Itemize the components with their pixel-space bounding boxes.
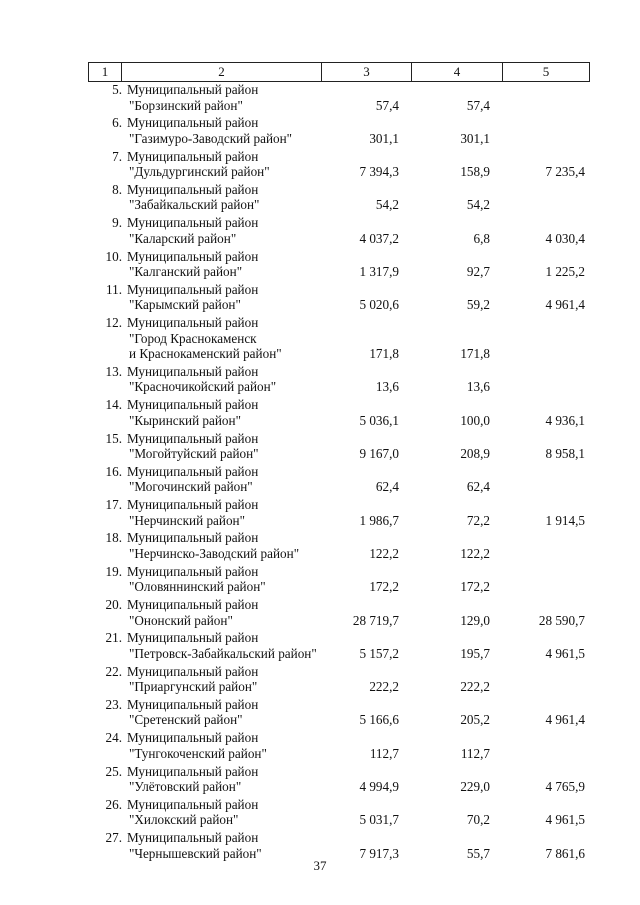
- table-row: [0, 215, 640, 248]
- municipality-name-line: Муниципальный район: [127, 796, 259, 812]
- table-row: [0, 530, 640, 563]
- table-row: [0, 730, 640, 763]
- table-row: [0, 664, 640, 697]
- municipality-name-line: Муниципальный район: [127, 315, 259, 331]
- municipality-name-line: Муниципальный район: [127, 663, 259, 679]
- value-column-4: 70,2: [466, 812, 490, 828]
- value-column-3: 1 986,7: [359, 512, 399, 528]
- value-column-5: 4 961,4: [545, 297, 585, 313]
- value-column-5: 7 235,4: [545, 164, 585, 180]
- municipality-name: [127, 215, 258, 246]
- table-row: [0, 182, 640, 215]
- municipality-name: [127, 82, 258, 113]
- value-column-4: 6,8: [473, 230, 490, 246]
- table-row: [0, 564, 640, 597]
- value-column-4: 62,4: [466, 479, 490, 495]
- value-column-5: 8 958,1: [545, 446, 585, 461]
- value-column-4: 222,2: [460, 679, 490, 695]
- row-number: 23.: [105, 696, 122, 712]
- municipality-name-line: "Приаргунский район": [129, 679, 258, 695]
- value-column-3: 112,7: [369, 745, 399, 761]
- municipality-name-line: Муниципальный район: [127, 597, 259, 612]
- value-column-5: 4 961,4: [545, 712, 585, 728]
- value-column-4: 59,2: [466, 297, 490, 313]
- column-header-5: 5: [503, 63, 590, 82]
- municipality-name-line: "Забайкальский район": [129, 197, 260, 213]
- municipality-name-line: "Дульдургинский район": [129, 164, 270, 180]
- municipality-name-line: и Краснокаменский район": [129, 346, 282, 362]
- value-column-3: 4 994,9: [359, 779, 399, 794]
- municipality-name: [127, 249, 258, 280]
- table-row: [0, 397, 640, 430]
- row-number: 14.: [105, 397, 122, 413]
- value-column-4: 54,2: [466, 197, 490, 213]
- municipality-name-line: Муниципальный район: [127, 430, 259, 446]
- municipality-name-line: Муниципальный район: [127, 115, 259, 131]
- row-number: 26.: [105, 796, 122, 812]
- row-number: 8.: [112, 181, 122, 197]
- page-number: 37: [313, 858, 327, 873]
- municipality-name: [127, 497, 258, 528]
- municipality-name: [127, 464, 258, 495]
- municipality-name-line: "Оловяннинский район": [129, 579, 266, 595]
- value-column-3: 7 394,3: [359, 164, 399, 180]
- value-column-4: 72,2: [466, 512, 490, 528]
- value-column-3: 57,4: [375, 97, 399, 113]
- value-column-4: 229,0: [460, 779, 490, 794]
- value-column-3: 1 317,9: [359, 264, 399, 279]
- value-column-4: 208,9: [460, 446, 490, 461]
- row-number: 9.: [112, 215, 122, 231]
- municipality-name-line: Муниципальный район: [127, 181, 259, 197]
- value-column-3: 5 036,1: [359, 412, 399, 428]
- municipality-name-line: "Сретенский район": [129, 712, 243, 728]
- value-column-4: 112,7: [460, 745, 490, 761]
- value-column-4: 100,0: [460, 412, 490, 428]
- value-column-5: 1 914,5: [545, 512, 585, 528]
- municipality-name-line: Муниципальный район: [127, 763, 259, 779]
- value-column-3: 171,8: [369, 346, 399, 362]
- column-header-3: 3: [322, 63, 412, 82]
- value-column-4: 129,0: [460, 612, 490, 628]
- municipality-name-line: "Нерчинско-Заводский район": [129, 545, 300, 561]
- value-column-3: 222,2: [369, 679, 399, 695]
- municipality-name-line: Муниципальный район: [127, 530, 259, 546]
- value-column-3: 122,2: [369, 545, 399, 561]
- table-row: [0, 630, 640, 663]
- municipality-name: [127, 697, 258, 728]
- column-header-2: 2: [122, 63, 322, 82]
- municipality-name-line: Муниципальный район: [127, 363, 259, 379]
- value-column-5: 4 030,4: [545, 230, 585, 246]
- row-number: 22.: [105, 663, 122, 679]
- municipality-name-line: Муниципальный район: [127, 497, 259, 513]
- value-column-3: 4 037,2: [359, 230, 399, 246]
- table-row: [0, 315, 640, 364]
- value-column-5: 7 861,6: [545, 845, 585, 861]
- row-number: 13.: [105, 363, 122, 379]
- row-number: 24.: [105, 730, 122, 746]
- municipality-name-line: "Нерчинский район": [129, 512, 245, 528]
- municipality-name-line: "Кыринский район": [129, 412, 241, 428]
- value-column-5: 4 765,9: [545, 779, 585, 794]
- table-row: [0, 464, 640, 497]
- table-row: [0, 282, 640, 315]
- column-header-4: 4: [412, 63, 503, 82]
- municipality-name-line: Муниципальный район: [127, 148, 259, 164]
- municipality-name-line: "Каларский район": [129, 230, 237, 246]
- value-column-4: 195,7: [460, 645, 490, 661]
- municipality-name: [127, 182, 259, 213]
- value-column-3: 5 166,6: [359, 712, 399, 728]
- municipality-name-line: "Красночикойский район": [129, 379, 277, 395]
- municipality-name-line: "Калганский район": [129, 264, 243, 279]
- row-number: 10.: [105, 248, 122, 264]
- municipality-name-line: Муниципальный район: [127, 696, 259, 712]
- value-column-5: 1 225,2: [545, 264, 585, 279]
- municipality-name-line: "Улётовский район": [129, 779, 242, 794]
- row-number: 17.: [105, 497, 122, 513]
- municipality-name: [127, 315, 282, 362]
- value-column-5: 4 936,1: [545, 412, 585, 428]
- municipality-name-line: Муниципальный район: [127, 215, 259, 231]
- municipality-name-line: Муниципальный район: [127, 630, 259, 646]
- table-row: [0, 597, 640, 630]
- row-number: 11.: [106, 281, 122, 297]
- table-row: [0, 115, 640, 148]
- value-column-4: 13,6: [466, 379, 490, 395]
- value-column-3: 13,6: [375, 379, 399, 395]
- municipality-name-line: "Карымский район": [129, 297, 241, 313]
- column-header-row: [88, 62, 590, 82]
- municipality-name-line: "Могочинский район": [129, 479, 253, 495]
- municipality-name-line: Муниципальный район: [127, 281, 259, 297]
- row-number: 19.: [105, 563, 122, 579]
- municipality-name-line: "Тунгокоченский район": [129, 745, 267, 761]
- table-row: [0, 764, 640, 797]
- value-column-3: 9 167,0: [359, 446, 399, 461]
- municipality-name-line: "Ононский район": [129, 612, 233, 628]
- row-number: 21.: [105, 630, 122, 646]
- municipality-name-line: "Могойтуйский район": [129, 446, 259, 461]
- value-column-3: 5 157,2: [359, 645, 399, 661]
- municipality-name: [127, 597, 258, 628]
- municipality-name-line: Муниципальный район: [127, 730, 259, 746]
- municipality-name-line: "Хилокский район": [129, 812, 239, 828]
- row-number: 5.: [112, 82, 122, 97]
- table-row: [0, 82, 640, 115]
- municipality-name: [127, 149, 270, 180]
- value-column-5: 4 961,5: [545, 645, 585, 661]
- row-number: 25.: [105, 763, 122, 779]
- municipality-name-line: Муниципальный район: [127, 830, 259, 846]
- column-header-1: 1: [89, 63, 122, 82]
- municipality-name: [127, 730, 267, 761]
- municipality-name: [127, 564, 266, 595]
- value-column-4: 301,1: [460, 130, 490, 146]
- value-column-4: 172,2: [460, 579, 490, 595]
- value-column-4: 55,7: [466, 845, 490, 861]
- municipality-name: [127, 830, 262, 861]
- value-column-3: 172,2: [369, 579, 399, 595]
- table-row: [0, 497, 640, 530]
- municipality-name: [127, 397, 258, 428]
- value-column-3: 5 031,7: [359, 812, 399, 828]
- table-row: [0, 697, 640, 730]
- municipality-name: [127, 530, 299, 561]
- value-column-4: 57,4: [466, 97, 490, 113]
- row-number: 18.: [105, 530, 122, 546]
- municipality-name-line: Муниципальный район: [127, 248, 259, 264]
- row-number: 15.: [105, 430, 122, 446]
- value-column-4: 158,9: [460, 164, 490, 180]
- table-row: [0, 797, 640, 830]
- row-number: 6.: [112, 115, 122, 131]
- municipality-name: [127, 664, 258, 695]
- value-column-4: 122,2: [460, 545, 490, 561]
- value-column-4: 92,7: [466, 264, 490, 279]
- municipality-name-line: Муниципальный район: [127, 563, 259, 579]
- municipality-name: [127, 797, 258, 828]
- municipality-name: [127, 115, 292, 146]
- row-number: 7.: [112, 148, 122, 164]
- municipality-name-line: "Газимуро-Заводский район": [129, 130, 293, 146]
- value-column-4: 171,8: [460, 346, 490, 362]
- row-number: 16.: [105, 463, 122, 479]
- municipality-name-line: "Чернышевский район": [129, 845, 262, 861]
- municipality-name: [127, 282, 258, 313]
- municipality-name-line: "Петровск-Забайкальский район": [129, 645, 317, 661]
- value-column-3: 5 020,6: [359, 297, 399, 313]
- municipality-name: [127, 364, 276, 395]
- municipality-name: [127, 764, 258, 795]
- table-row: [0, 364, 640, 397]
- value-column-5: 28 590,7: [538, 612, 585, 628]
- value-column-3: 28 719,7: [352, 612, 399, 628]
- value-column-4: 205,2: [460, 712, 490, 728]
- municipality-name-line: Муниципальный район: [127, 463, 259, 479]
- value-column-3: 62,4: [375, 479, 399, 495]
- row-number: 27.: [105, 830, 122, 846]
- municipality-name-line: Муниципальный район: [127, 397, 259, 413]
- value-column-3: 54,2: [375, 197, 399, 213]
- table-row: [0, 149, 640, 182]
- municipality-name: [127, 431, 259, 462]
- municipality-name-line: "Город Краснокаменск: [129, 330, 257, 346]
- table-row: [0, 249, 640, 282]
- row-number: 20.: [105, 597, 122, 612]
- municipality-name: [127, 630, 317, 661]
- row-number: 12.: [105, 315, 122, 331]
- value-column-5: 4 961,5: [545, 812, 585, 828]
- value-column-3: 301,1: [369, 130, 399, 146]
- table-row: [0, 431, 640, 464]
- municipality-name-line: "Борзинский район": [129, 97, 243, 113]
- municipality-name-line: Муниципальный район: [127, 82, 259, 97]
- value-column-3: 7 917,3: [359, 845, 399, 861]
